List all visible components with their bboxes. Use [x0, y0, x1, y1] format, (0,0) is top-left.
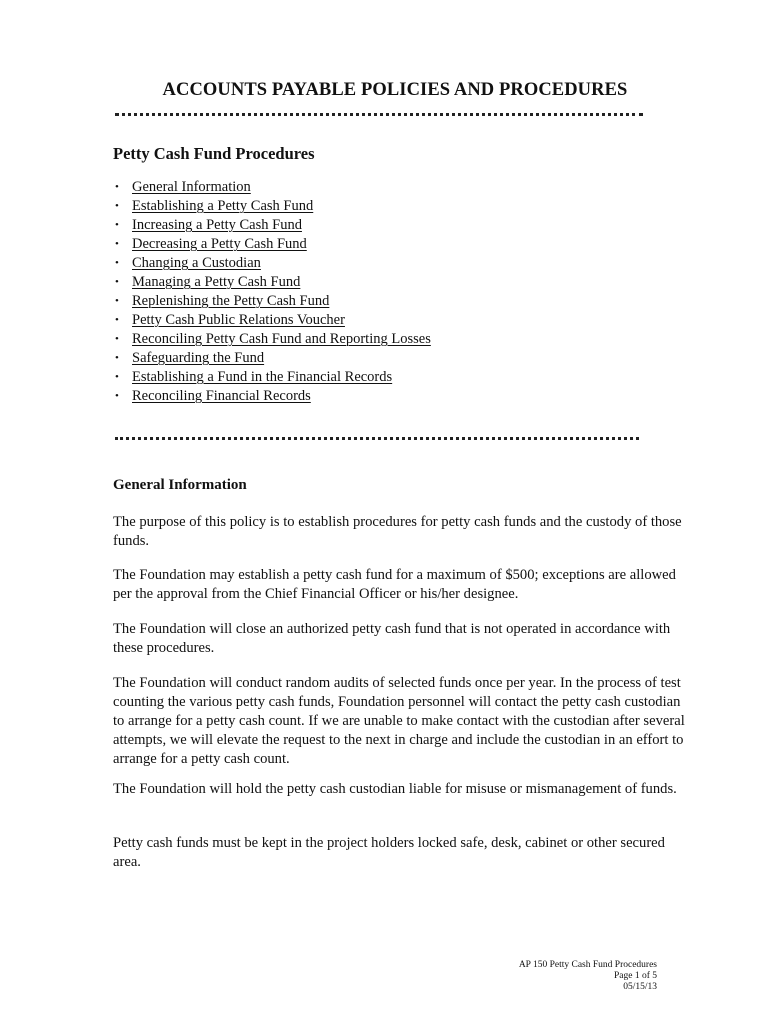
- toc-link-decreasing-fund[interactable]: Decreasing a Petty Cash Fund: [132, 236, 307, 252]
- toc-link-managing-fund[interactable]: Managing a Petty Cash Fund: [132, 274, 301, 290]
- dotted-divider-top: [115, 113, 643, 116]
- toc-link-establishing-fund[interactable]: Establishing a Petty Cash Fund: [132, 198, 314, 214]
- toc-link-financial-records-fund[interactable]: Establishing a Fund in the Financial Records: [132, 369, 393, 385]
- toc-item: [113, 311, 431, 330]
- bullet-icon: •: [115, 238, 119, 250]
- toc-link-replenishing-fund[interactable]: Replenishing the Petty Cash Fund: [132, 293, 330, 309]
- toc-item: [113, 197, 431, 216]
- section-heading-general-information: General Information: [113, 477, 247, 493]
- bullet-icon: •: [115, 352, 119, 364]
- bullet-icon: •: [115, 257, 119, 269]
- toc-item: [113, 349, 431, 368]
- toc-item: [113, 387, 431, 406]
- toc-item: [113, 368, 431, 387]
- bullet-icon: •: [115, 371, 119, 383]
- bullet-icon: •: [115, 181, 119, 193]
- toc-link-changing-custodian[interactable]: Changing a Custodian: [132, 255, 261, 271]
- toc-item: [113, 330, 431, 349]
- paragraph-custodian-liability: The Foundation will hold the petty cash custodian liable for misuse or mismanagement of funds.: [113, 781, 677, 797]
- toc-link-reconciling-records[interactable]: Reconciling Financial Records: [132, 388, 311, 404]
- toc-item: [113, 235, 431, 254]
- bullet-icon: •: [115, 276, 119, 288]
- document-title: ACCOUNTS PAYABLE POLICIES AND PROCEDURES: [162, 80, 628, 100]
- toc-link-increasing-fund[interactable]: Increasing a Petty Cash Fund: [132, 217, 302, 233]
- toc-item: [113, 178, 431, 197]
- toc-item: [113, 273, 431, 292]
- page-footer: [519, 960, 657, 993]
- toc-link-general-information[interactable]: General Information: [132, 179, 251, 195]
- toc-item: [113, 216, 431, 235]
- toc-link-safeguarding-fund[interactable]: Safeguarding the Fund: [132, 350, 265, 366]
- paragraph-maximum-fund: The Foundation may establish a petty cash fund for a maximum of $500; exceptions are allowed per the approval from the Chief Financial Officer or his/her designee.: [113, 567, 676, 602]
- toc-item: [113, 254, 431, 273]
- footer-date: 05/15/13: [623, 982, 657, 992]
- bullet-icon: •: [115, 295, 119, 307]
- toc-item: [113, 292, 431, 311]
- toc-link-public-relations-voucher[interactable]: Petty Cash Public Relations Voucher: [132, 312, 345, 328]
- footer-document-name: AP 150 Petty Cash Fund Procedures: [518, 960, 657, 970]
- paragraph-purpose: The purpose of this policy is to establish procedures for petty cash funds and the custody of those funds.: [113, 514, 682, 549]
- footer-page-number: Page 1 of 5: [613, 971, 657, 981]
- paragraph-secured-storage: Petty cash funds must be kept in the project holders locked safe, desk, cabinet or other secured area.: [113, 835, 665, 870]
- paragraph-random-audits: The Foundation will conduct random audits of selected funds once per year. In the process of test counting the various petty cash funds, Foundation personnel will contact the petty cash custodian to arrange for a petty cash count. If we are unable to make contact with the custodian after several attempts, we will elevate the request to the next in charge and include the custodian in an effort to arrange for a petty cash count.: [113, 675, 685, 767]
- bullet-icon: •: [115, 200, 119, 212]
- toc-heading: Petty Cash Fund Procedures: [113, 144, 315, 163]
- toc-link-reconciling-fund[interactable]: Reconciling Petty Cash Fund and Reporting Losses: [132, 331, 431, 347]
- paragraph-closing-fund: The Foundation will close an authorized petty cash fund that is not operated in accordance with these procedures.: [113, 621, 671, 656]
- toc-list: [113, 178, 431, 406]
- bullet-icon: •: [115, 390, 119, 402]
- bullet-icon: •: [115, 314, 119, 326]
- bullet-icon: •: [115, 219, 119, 231]
- dotted-divider-middle: [115, 437, 639, 440]
- bullet-icon: •: [115, 333, 119, 345]
